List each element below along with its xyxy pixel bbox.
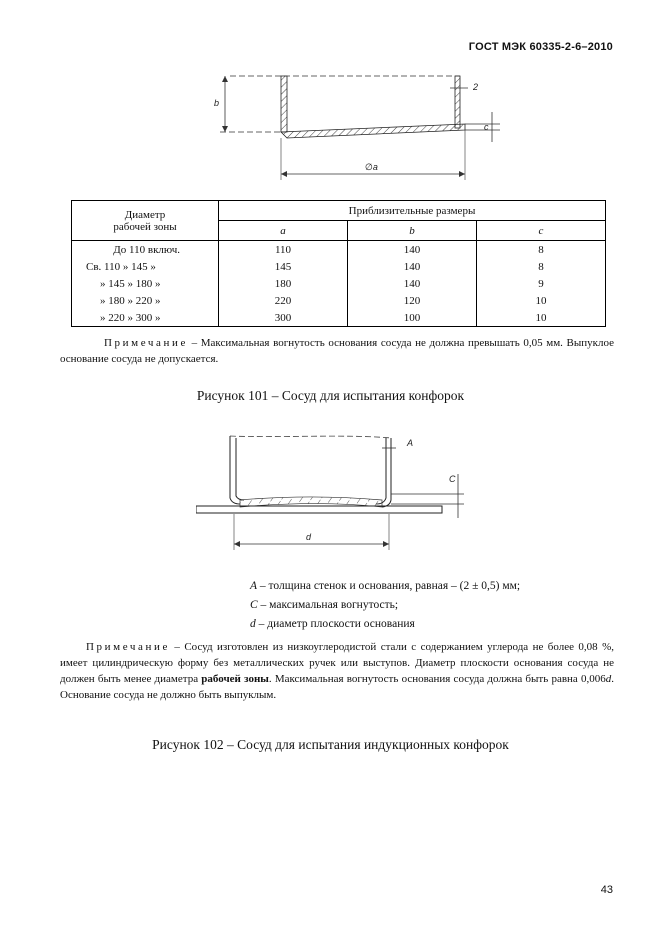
table-header-zone-line2: рабочей зоны bbox=[113, 220, 177, 233]
legend-symbol: A bbox=[250, 580, 258, 592]
figure-101-label-b: b bbox=[214, 98, 220, 108]
table-cell-zone: Св. 110 » 145 » bbox=[72, 258, 219, 275]
table-header-a: a bbox=[219, 221, 348, 241]
note-2 bbox=[60, 639, 614, 703]
note-2-text-2: . Максимальная вогнутость основания сосуда должна быть равна 0,006 bbox=[268, 673, 606, 685]
table-row bbox=[72, 241, 606, 259]
table-cell-b: 100 bbox=[348, 309, 477, 327]
legend-symbol: C bbox=[250, 599, 258, 611]
figure-101-label-2: 2 bbox=[473, 82, 479, 92]
legend-item bbox=[250, 577, 520, 596]
table-cell-zone: » 180 » 220 » bbox=[72, 292, 219, 309]
table-row bbox=[72, 258, 606, 275]
table-cell-a: 220 bbox=[219, 292, 348, 309]
figure-101-caption: Рисунок 101 – Сосуд для испытания конфорок bbox=[196, 388, 465, 403]
dimensions-table bbox=[71, 200, 606, 327]
legend-symbol: d bbox=[250, 618, 256, 630]
table-cell-zone: » 145 » 180 » bbox=[72, 275, 219, 292]
note-2-label: Примечание bbox=[86, 641, 170, 653]
table-cell-c: 10 bbox=[477, 309, 606, 327]
figure-101-label-diameter: ∅a bbox=[365, 162, 378, 172]
table-cell-a: 180 bbox=[219, 275, 348, 292]
document-header: ГОСТ МЭК 60335-2-6–2010 bbox=[468, 41, 613, 53]
table-cell-b: 140 bbox=[348, 241, 477, 259]
figure-102-label-C: C bbox=[449, 474, 456, 484]
table-cell-b: 120 bbox=[348, 292, 477, 309]
table-cell-c: 8 bbox=[477, 241, 606, 259]
legend-text: – диаметр плоскости основания bbox=[255, 618, 415, 630]
note-1-text: – Максимальная вогнутость основания сосуда не должна превышать 0,05 мм. Выпуклое основание сосуда не допускается. bbox=[60, 337, 614, 365]
note-2-symbol: d bbox=[605, 673, 612, 685]
figure-102-label-A: A bbox=[407, 438, 414, 448]
legend-text: – толщина стенок и основания, равная – (2 ± 0,5) мм; bbox=[257, 580, 521, 592]
figure-101-label-c: c bbox=[484, 122, 489, 132]
table-header-b: b bbox=[348, 221, 477, 241]
figure-102-legend bbox=[250, 577, 520, 634]
table-cell-a: 145 bbox=[219, 258, 348, 275]
table-cell-c: 8 bbox=[477, 258, 606, 275]
note-2-text-1: – Сосуд изготовлен из низкоуглеродистой стали с содержанием углерода не более 0,08 %, имеет цилиндрическую форму без металлических ручек или выступов. Диаметр плоскости основания сосуда не должен быть менее диаметра bbox=[60, 641, 614, 685]
legend-text: – максимальная вогнутость; bbox=[257, 599, 399, 611]
legend-item bbox=[250, 596, 520, 615]
figure-101-drawing bbox=[200, 62, 510, 187]
table-header-zone-line1: Диаметр bbox=[124, 208, 166, 221]
table-cell-b: 140 bbox=[348, 275, 477, 292]
table-cell-c: 9 bbox=[477, 275, 606, 292]
note-2-text-3: . Основание сосуда не должно быть выпуклым. bbox=[60, 673, 614, 701]
figure-102-caption: Рисунок 102 – Сосуд для испытания индукционных конфорок bbox=[152, 737, 509, 752]
legend-item bbox=[250, 615, 520, 634]
table-cell-a: 300 bbox=[219, 309, 348, 327]
table-header-group: Приблизительные размеры bbox=[219, 201, 606, 221]
figure-102-label-d: d bbox=[306, 532, 312, 542]
table-cell-a: 110 bbox=[219, 241, 348, 259]
page-number: 43 bbox=[600, 884, 613, 896]
table-header-c: c bbox=[477, 221, 606, 241]
table-cell-c: 10 bbox=[477, 292, 606, 309]
table-row bbox=[72, 309, 606, 327]
table-cell-zone: » 220 » 300 » bbox=[72, 309, 219, 327]
table-cell-zone: До 110 включ. bbox=[72, 241, 219, 259]
table-cell-b: 140 bbox=[348, 258, 477, 275]
note-1 bbox=[60, 335, 614, 367]
note-1-label: Примечание bbox=[104, 337, 188, 349]
table-row bbox=[72, 275, 606, 292]
note-2-bold-term: рабочей зоны bbox=[201, 673, 269, 685]
table-row bbox=[72, 292, 606, 309]
figure-102-drawing bbox=[196, 426, 476, 554]
table-header-zone bbox=[72, 201, 219, 241]
